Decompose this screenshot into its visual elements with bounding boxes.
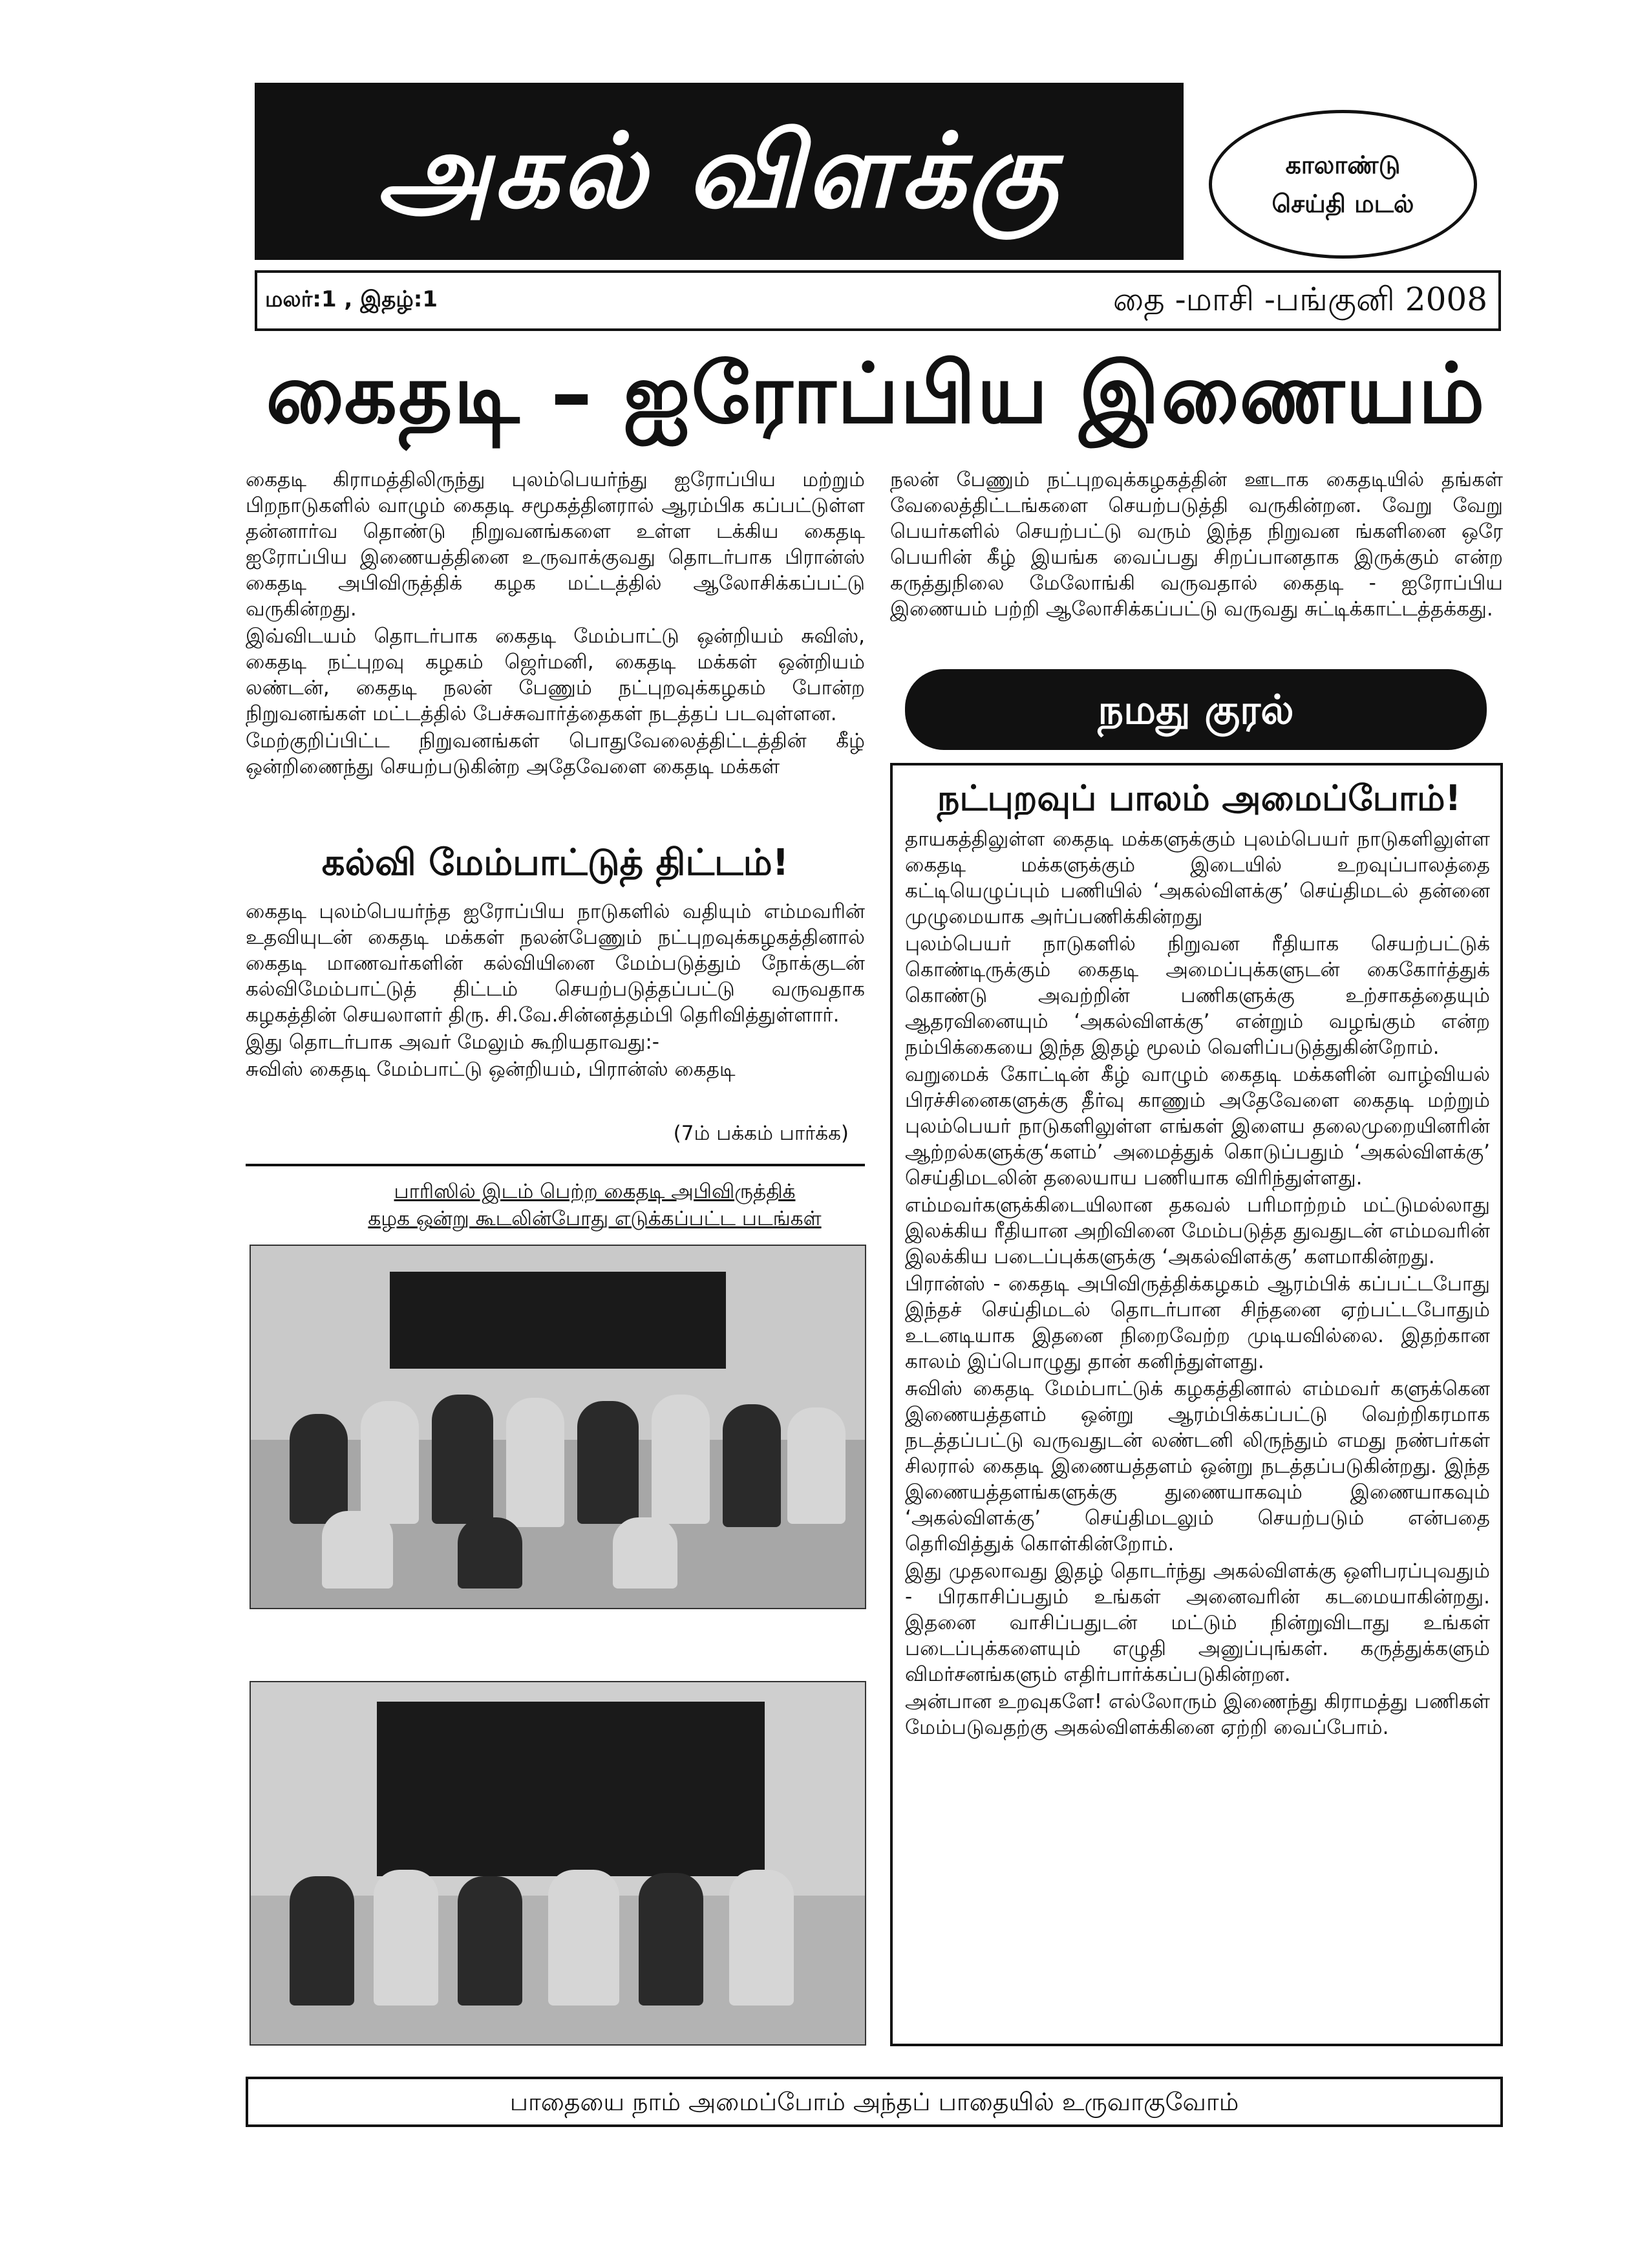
photo-banner-sign (390, 1272, 726, 1369)
group-photo-2 (250, 1681, 866, 2046)
education-paragraph: கைதடி புலம்பெயர்ந்த ஐரோப்பிய நாடுகளில் வதியும் எம்மவரின் உதவியுடன் கைதடி மக்கள் நலன்பேணும் நட்புறவுக்கழகத்தினால் கைதடி மாணவர்களின் கல்வியினை மேம்படுத்தும் நோக்குடன் கல்விமேம்பாட்டுத் திட்டம் செயற்படுத்தப்பட்டு வருவதாக கழகத்தின் செயலாளர் திரு. சி.வே.சின்னத்தம்பி தெரிவித்துள்ளார். (246, 900, 865, 1027)
lead-paragraph: கைதடி கிராமத்திலிருந்து புலம்பெயர்ந்து ஐரோப்பிய மற்றும் பிறநாடுகளில் வாழும் கைதடி சமூகத்தினரால் ஆரம்பிக கப்பட்டுள்ள தன்னார்வ தொண்டு நிறுவனங்களை உள்ள டக்கிய கைதடி ஐரோப்பிய இணையத்தினை உருவாக்குவது தொடர்பாக பிரான்ஸ் கைதடி அபிவிருத்திக் கழக மட்டத்தில் ஆலோசிக்கப்பட்டு வருகின்றது. (246, 468, 865, 621)
quarterly-oval (1209, 110, 1477, 259)
education-paragraph: இது தொடர்பாக அவர் மேலும் கூறியதாவது:- (246, 1031, 659, 1054)
editorial-banner: நமது குரல் (905, 669, 1487, 750)
lead-paragraph: இவ்விடயம் தொடர்பாக கைதடி மேம்பாட்டு ஒன்றியம் சுவிஸ், கைதடி நட்புறவு கழகம் ஜெர்மனி, கைதடி மக்கள் ஒன்றியம் லண்டன், கைதடி நலன் பேணும் நட்புறவுக்கழகம் போன்ற நிறுவனங்கள் மட்டத்தில் பேச்சுவார்த்தைகள் நடத்தப் படவுள்ளன. (246, 625, 865, 725)
caption-line-2: கழக ஒன்று கூடலின்போது எடுக்கப்பட்ட படங்கள் (368, 1207, 822, 1230)
lead-paragraph: மேற்குறிப்பிட்ட நிறுவனங்கள் பொதுவேலைத்திட்டத்தின் கீழ் ஒன்றிணைந்து செயற்படுகின்ற அதேவேளை கைதடி மக்கள் (246, 729, 865, 778)
oval-line-2: செய்தி மடல் (1271, 189, 1414, 218)
education-body (246, 899, 865, 1131)
editorial-paragraph: இது முதலாவது இதழ் தொடர்ந்து அகல்விளக்கு ஒளிபரப்புவதும் - பிரகாசிப்பதும் உங்கள் அனைவரின் கடமையாகின்றது. இதனை வாசிப்பதுடன் மட்டும் நின்றுவிடாது உங்கள் படைப்புக்களையும் எழுதி அனுப்புங்கள். கருத்துக்களும் விமர்சனங்களும் எதிர்பார்க்கப்படுகின்றன. (905, 1559, 1490, 1686)
main-headline: கைதடி – ஐரோப்பிய இணையம் (266, 346, 1486, 442)
volume-issue: மலர்:1 , இதழ்:1 (265, 286, 438, 312)
editorial-heading: நட்புறவுப் பாலம் அமைப்போம்! (937, 778, 1462, 818)
lead-paragraph: நலன் பேணும் நட்புறவுக்கழகத்தின் ஊடாக கைதடியில் தங்கள் வேலைத்திட்டங்களை செயற்படுத்தி வருகின்றன. வேறு வேறு பெயர்களில் செயற்பட்டு வரும் இந்த நிறுவன ங்களினை ஒரே பெயரின் கீழ் இயங்க வைப்பது சிறப்பானதாக இருக்கும் என்ற கருத்துநிலை மேலோங்கி வருவதால் கைதடி - ஐரோப்பிய இணையம் பற்றி ஆலோசிக்கப்பட்டு வருவது சுட்டிக்காட்டத்தக்கது. (890, 468, 1503, 621)
group-photo-1 (250, 1245, 866, 1609)
editorial-paragraph: வறுமைக் கோட்டின் கீழ் வாழும் கைதடி மக்களின் வாழ்வியல் பிரச்சினைகளுக்கு தீர்வு காணும் அதேவேளை கைதடி மற்றும் புலம்பெயர் நாடுகளிலுள்ள எங்கள் இளைய தலைமுறையினரின் ஆற்றல்களுக்கு‘களம்’ அமைத்துக் கொடுப்பதும் ‘அகல்விளக்கு’ செய்திமடலின் தலையாய பணியாக விரிந்துள்ளது. (905, 1063, 1490, 1190)
lead-story-left (246, 467, 865, 822)
footer-slogan: பாதையை நாம் அமைப்போம் அந்தப் பாதையில் உருவாகுவோம் (246, 2077, 1503, 2127)
newsletter-title: அகல் விளக்கு (377, 111, 1061, 231)
editorial-paragraph: அன்பான உறவுகளே! எல்லோரும் இணைந்து கிராமத்து பணிகள் மேம்படுவதற்கு அகல்விளக்கினை ஏற்றி வைப்போம். (905, 1690, 1490, 1739)
photo-divider (246, 1164, 865, 1166)
editorial-paragraph: எம்மவர்களுக்கிடையிலான தகவல் பரிமாற்றம் மட்டுமல்லாது இலக்கிய ரீதியான அறிவினை மேம்படுத்த துவதுடன் எம்மவரின் இலக்கிய படைப்புக்களுக்கு ‘அகல்விளக்கு’ களமாகின்றது. (905, 1193, 1490, 1268)
lead-story-right (890, 467, 1503, 680)
editorial-paragraph: சுவிஸ் கைதடி மேம்பாட்டுக் கழகத்தினால் எம்மவர் களுக்கென இணையத்தளம் ஒன்று ஆரம்பிக்கப்பட்டு வெற்றிகரமாக நடத்தப்பட்டு வருவதுடன் லண்டனி லிருந்தும் எமது நண்பர்கள் சிலரால் கைதடி இணையத்தளம் ஒன்று நடத்தப்படுகின்றது. இந்த இணையத்தளங்களுக்கு துணையாகவும் இணையாகவும் ‘அகல்விளக்கு’ செய்திமடலும் செயற்படும் என்பதை தெரிவித்துக் கொள்கின்றோம். (905, 1377, 1490, 1556)
caption-line-1: பாரிஸில் இடம் பெற்ற கைதடி அபிவிருத்திக் (394, 1180, 796, 1203)
editorial-body (905, 826, 1490, 2042)
photo-banner-sign (377, 1702, 765, 1876)
education-heading: கல்வி மேம்பாட்டுத் திட்டம்! (321, 842, 789, 884)
editorial-paragraph: புலம்பெயர் நாடுகளில் நிறுவன ரீதியாக செயற்பட்டுக் கொண்டிருக்கும் கைதடி அமைப்புக்களுடன் கைகோர்த்துக் கொண்டு அவற்றின் பணிகளுக்கு உற்சாகத்தையும் ஆதரவினையும் ‘அகல்விளக்கு’ என்றும் வழங்கும் என்ற நம்பிக்கையை இந்த இதழ் மூலம் வெளிப்படுத்துகின்றோம். (905, 932, 1490, 1059)
photo-caption (362, 1178, 827, 1232)
continued-note: (7ம் பக்கம் பார்க்க) (673, 1122, 849, 1145)
issue-date: தை -மாசி -பங்குனி 2008 (1112, 281, 1487, 318)
editorial-paragraph: பிரான்ஸ் - கைதடி அபிவிருத்திக்கழகம் ஆரம்பிக் கப்பட்டபோது இந்தச் செய்திமடல் தொடர்பான சிந்தனை ஏற்பட்டபோதும் உடனடியாக இதனை நிறைவேற்ற முடியவில்லை. இதற்கான காலம் இப்பொழுது தான் கனிந்துள்ளது. (905, 1272, 1490, 1373)
education-paragraph: சுவிஸ் கைதடி மேம்பாட்டு ஒன்றியம், பிரான்ஸ் கைதடி (246, 1058, 736, 1081)
editorial-paragraph: தாயகத்திலுள்ள கைதடி மக்களுக்கும் புலம்பெயர் நாடுகளிலுள்ள கைதடி மக்களுக்கும் இடையில் உறவுப்பாலத்தை கட்டியெழுப்பும் பணியில் ‘அகல்விளக்கு’ செய்திமடல் தன்னை முழுமையாக அர்ப்பணிக்கின்றது (905, 828, 1490, 928)
oval-line-1: காலாண்டு (1285, 151, 1401, 179)
